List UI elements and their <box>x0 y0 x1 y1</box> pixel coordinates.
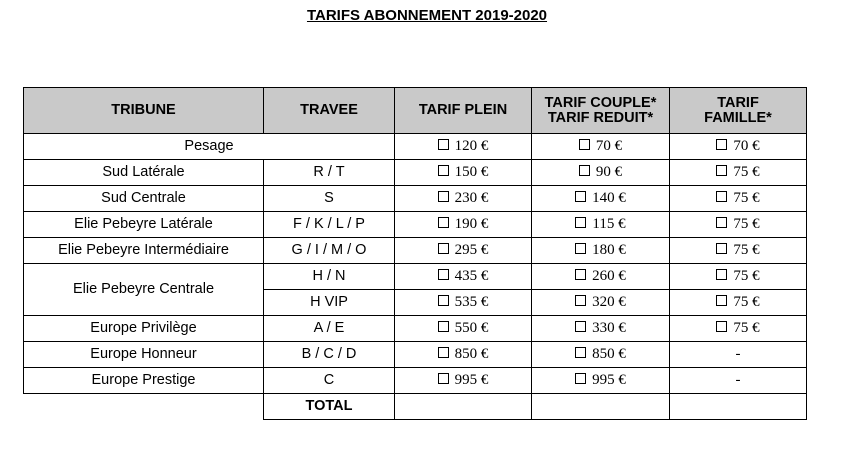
tribune-cell: Pesage <box>24 134 395 160</box>
total-row <box>24 394 807 420</box>
tarif-famille-cell: - <box>670 368 807 394</box>
tarif-couple-cell[interactable]: 850 € <box>532 342 670 368</box>
tarif-famille-cell[interactable]: 75 € <box>670 212 807 238</box>
tribune-cell: Sud Centrale <box>24 186 264 212</box>
tarif-couple-cell[interactable]: 70 € <box>532 134 670 160</box>
checkbox-icon[interactable] <box>716 295 727 306</box>
tarif-plein-cell[interactable]: 295 € <box>395 238 532 264</box>
tarif-famille-cell: - <box>670 342 807 368</box>
table-row <box>24 316 807 342</box>
tarif-plein-cell[interactable]: 535 € <box>395 290 532 316</box>
checkbox-icon[interactable] <box>575 373 586 384</box>
tarif-couple-cell[interactable]: 90 € <box>532 160 670 186</box>
header-tarif-famille-line2: FAMILLE* <box>704 109 772 126</box>
table-row <box>24 368 807 394</box>
tarif-couple-cell[interactable]: 260 € <box>532 264 670 290</box>
tarif-couple-cell[interactable]: 995 € <box>532 368 670 394</box>
table-row <box>24 342 807 368</box>
header-tarif-reduit-line2: TARIF REDUIT* <box>547 109 654 126</box>
tarif-couple-cell[interactable]: 320 € <box>532 290 670 316</box>
checkbox-icon[interactable] <box>716 321 727 332</box>
checkbox-icon[interactable] <box>438 139 449 150</box>
travee-cell: B / C / D <box>264 342 395 368</box>
travee-cell: H / N <box>264 264 395 290</box>
header-travee: TRAVEE <box>264 88 395 134</box>
tarif-plein-cell[interactable]: 150 € <box>395 160 532 186</box>
checkbox-icon[interactable] <box>438 243 449 254</box>
checkbox-icon[interactable] <box>438 295 449 306</box>
checkbox-icon[interactable] <box>575 269 586 280</box>
tarif-famille-cell[interactable]: 75 € <box>670 316 807 342</box>
checkbox-icon[interactable] <box>575 295 586 306</box>
tarif-famille-cell[interactable]: 75 € <box>670 290 807 316</box>
tribune-cell: Europe Privilège <box>24 316 264 342</box>
tarif-famille-cell[interactable]: 70 € <box>670 134 807 160</box>
tarif-plein-cell[interactable]: 435 € <box>395 264 532 290</box>
checkbox-icon[interactable] <box>438 347 449 358</box>
tarif-plein-cell[interactable]: 995 € <box>395 368 532 394</box>
table-row <box>24 238 807 264</box>
tribune-cell: Europe Honneur <box>24 342 264 368</box>
checkbox-icon[interactable] <box>716 139 727 150</box>
page-title: TARIFS ABONNEMENT 2019-2020 <box>306 7 548 24</box>
checkbox-icon[interactable] <box>575 217 586 228</box>
header-row <box>24 88 807 134</box>
tarif-plein-cell[interactable]: 850 € <box>395 342 532 368</box>
checkbox-icon[interactable] <box>575 347 586 358</box>
total-plein-cell[interactable] <box>395 394 532 420</box>
checkbox-icon[interactable] <box>438 165 449 176</box>
checkbox-icon[interactable] <box>716 217 727 228</box>
tarif-couple-cell[interactable]: 180 € <box>532 238 670 264</box>
tribune-cell: Sud Latérale <box>24 160 264 186</box>
total-couple-cell[interactable] <box>532 394 670 420</box>
checkbox-icon[interactable] <box>575 243 586 254</box>
total-spacer <box>24 394 264 420</box>
checkbox-icon[interactable] <box>438 191 449 202</box>
travee-cell: F / K / L / P <box>264 212 395 238</box>
header-tarif-couple <box>532 88 670 134</box>
tarif-plein-cell[interactable]: 120 € <box>395 134 532 160</box>
checkbox-icon[interactable] <box>575 191 586 202</box>
tarif-plein-cell[interactable]: 230 € <box>395 186 532 212</box>
travee-cell: C <box>264 368 395 394</box>
header-tarif-couple-line1: TARIF COUPLE* <box>544 94 657 111</box>
checkbox-icon[interactable] <box>579 139 590 150</box>
travee-cell: R / T <box>264 160 395 186</box>
header-tarif-famille <box>670 88 807 134</box>
checkbox-icon[interactable] <box>716 243 727 254</box>
table-row <box>24 212 807 238</box>
checkbox-icon[interactable] <box>575 321 586 332</box>
tribune-cell: Elie Pebeyre Latérale <box>24 212 264 238</box>
header-tribune: TRIBUNE <box>24 88 264 134</box>
checkbox-icon[interactable] <box>438 321 449 332</box>
tarif-couple-cell[interactable]: 140 € <box>532 186 670 212</box>
tarif-famille-cell[interactable]: 75 € <box>670 238 807 264</box>
travee-cell: G / I / M / O <box>264 238 395 264</box>
checkbox-icon[interactable] <box>438 217 449 228</box>
tarif-couple-cell[interactable]: 115 € <box>532 212 670 238</box>
checkbox-icon[interactable] <box>579 165 590 176</box>
tarif-famille-cell[interactable]: 75 € <box>670 186 807 212</box>
checkbox-icon[interactable] <box>438 373 449 384</box>
tribune-cell: Elie Pebeyre Centrale <box>24 264 264 316</box>
tarifs-table <box>23 87 807 420</box>
checkbox-icon[interactable] <box>438 269 449 280</box>
travee-cell: H VIP <box>264 290 395 316</box>
header-tarif-famille-line1: TARIF <box>717 94 759 111</box>
tarif-plein-cell[interactable]: 550 € <box>395 316 532 342</box>
travee-cell: A / E <box>264 316 395 342</box>
total-label: TOTAL <box>264 394 395 420</box>
header-tarif-plein: TARIF PLEIN <box>395 88 532 134</box>
checkbox-icon[interactable] <box>716 191 727 202</box>
table-row <box>24 264 807 290</box>
tribune-cell: Europe Prestige <box>24 368 264 394</box>
table-row <box>24 186 807 212</box>
travee-cell: S <box>264 186 395 212</box>
tribune-cell: Elie Pebeyre Intermédiaire <box>24 238 264 264</box>
tarif-famille-cell[interactable]: 75 € <box>670 160 807 186</box>
tarif-plein-cell[interactable]: 190 € <box>395 212 532 238</box>
table-row <box>24 134 807 160</box>
table-row <box>24 160 807 186</box>
tarif-couple-cell[interactable]: 330 € <box>532 316 670 342</box>
checkbox-icon[interactable] <box>716 165 727 176</box>
checkbox-icon[interactable] <box>716 269 727 280</box>
total-famille-cell[interactable] <box>670 394 807 420</box>
tarif-famille-cell[interactable]: 75 € <box>670 264 807 290</box>
